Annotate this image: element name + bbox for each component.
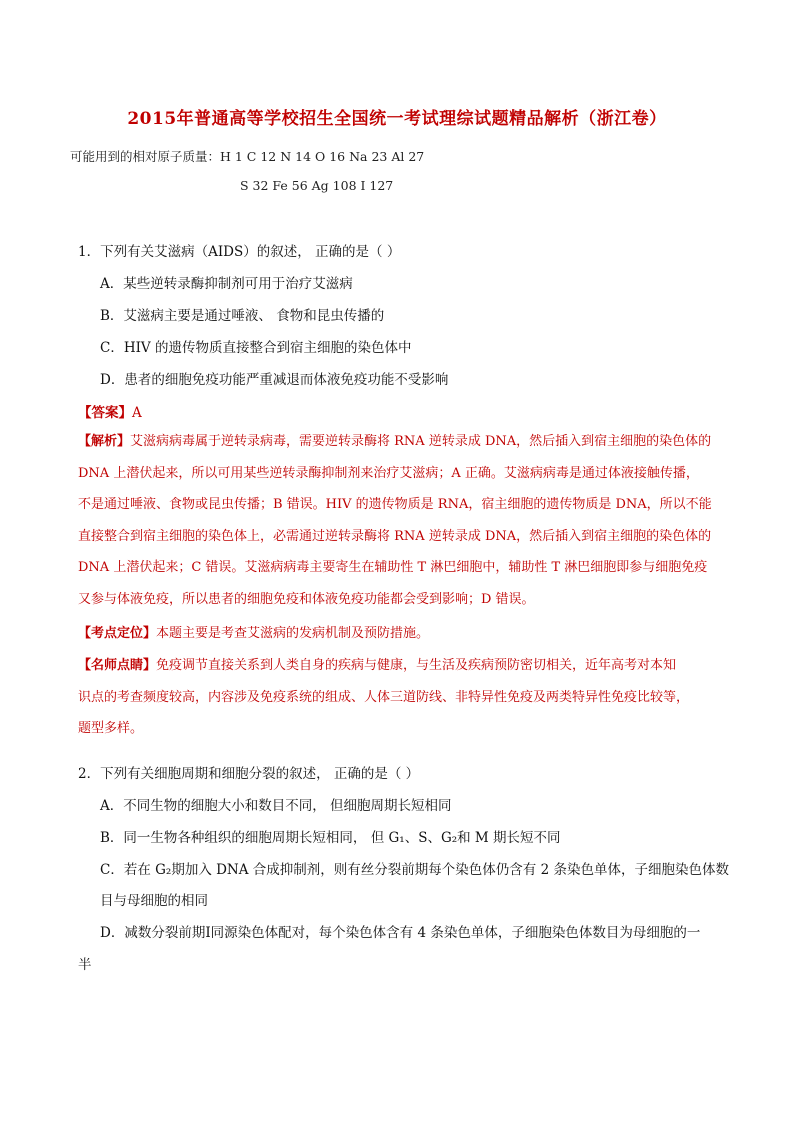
question-1-option-d: D．患者的细胞免疫功能严重减退而体液免疫功能不受影响 [100,372,449,388]
analysis-line: 又参与体液免疫，所以患者的细胞免疫和体液免疫功能都会受到影响；D 错误。 [78,591,535,607]
analysis-line: 直接整合到宿主细胞的染色体上，必需通过逆转录酶将 RNA 逆转录成 DNA，然后插入到宿主细胞的染色体的 [78,528,712,544]
question-1-option-b: B．艾滋病主要是通过唾液、 食物和昆虫传播的 [100,308,385,324]
atomic-mass-line-2: S 32 Fe 56 Ag 108 I 127 [240,178,394,193]
atomic-mass-line-1: 可能用到的相对原子质量：H 1 C 12 N 14 O 16 Na 23 Al 27 [70,149,425,164]
question-1-option-a: A．某些逆转录酶抑制剂可用于治疗艾滋病 [100,276,353,292]
question-2-option-b: B．同一生物各种组织的细胞周期长短相同， 但 G₁、S、G₂和 M 期长短不同 [100,830,561,846]
question-2-option-a: A．不同生物的细胞大小和数目不同， 但细胞周期长短相同 [100,798,452,814]
question-1-kaodian [78,618,728,650]
answer-tag: 【答案】 [78,405,132,421]
question-2-option-d: D．减数分裂前期Ⅰ同源染色体配对，每个染色体含有 4 条染色单体，子细胞染色体数目为母细胞的一 [100,925,701,941]
mingshi-line: 免疫调节直接关系到人类自身的疾病与健康，与生活及疾病预防密切相关，近年高考对本知 [156,658,677,673]
analysis-tag: 【解析】 [78,434,131,449]
question-2-option-d-cont: 半 [78,957,92,973]
question-2-stem: 2．下列有关细胞周期和细胞分裂的叙述， 正确的是（ ） [78,766,420,782]
analysis-line: DNA 上潜伏起来；C 错误。艾滋病病毒主要寄生在辅助性 T 淋巴细胞中，辅助性 T 淋巴细胞即参与细胞免疫 [78,560,708,575]
answer-value: A [132,405,142,421]
mingshi-line: 题型多样。 [78,721,144,736]
question-1-answer [78,401,142,421]
question-1-analysis [78,426,738,615]
mingshi-tag: 【名师点睛】 [78,658,157,673]
question-2-option-c-cont: 目与母细胞的相同 [100,893,208,909]
page-title: 2015年普通高等学校招生全国统一考试理综试题精品解析（浙江卷） [127,109,667,129]
question-1-stem: 1．下列有关艾滋病（AIDS）的叙述， 正确的是（ ） [78,244,401,260]
kaodian-tag: 【考点定位】 [78,626,157,641]
question-1-mingshi [78,650,738,745]
analysis-line: 不是通过唾液、食物或昆虫传播；B 错误。HIV 的遗传物质是 RNA，宿主细胞的遗传物质是 DNA，所以不能 [78,497,712,512]
question-2-option-c: C．若在 G₂期加入 DNA 合成抑制剂，则有丝分裂前期每个染色体仍含有 2 条染色单体，子细胞染色体数 [100,862,729,878]
kaodian-text: 本题主要是考查艾滋病的发病机制及预防措施。 [156,626,430,641]
analysis-line: 艾滋病病毒属于逆转录病毒，需要逆转录酶将 RNA 逆转录成 DNA，然后插入到宿主细胞的染色体的 [130,434,712,449]
analysis-line: DNA 上潜伏起来，所以可用某些逆转录酶抑制剂来治疗艾滋病；A 正确。艾滋病病毒是通过体液接触传播， [78,465,699,481]
mingshi-line: 识点的考查频度较高，内容涉及免疫系统的组成、人体三道防线、非特异性免疫及两类特异性免疫比较等， [78,689,690,705]
question-1-option-c: C．HIV 的遗传物质直接整合到宿主细胞的染色体中 [100,340,412,356]
